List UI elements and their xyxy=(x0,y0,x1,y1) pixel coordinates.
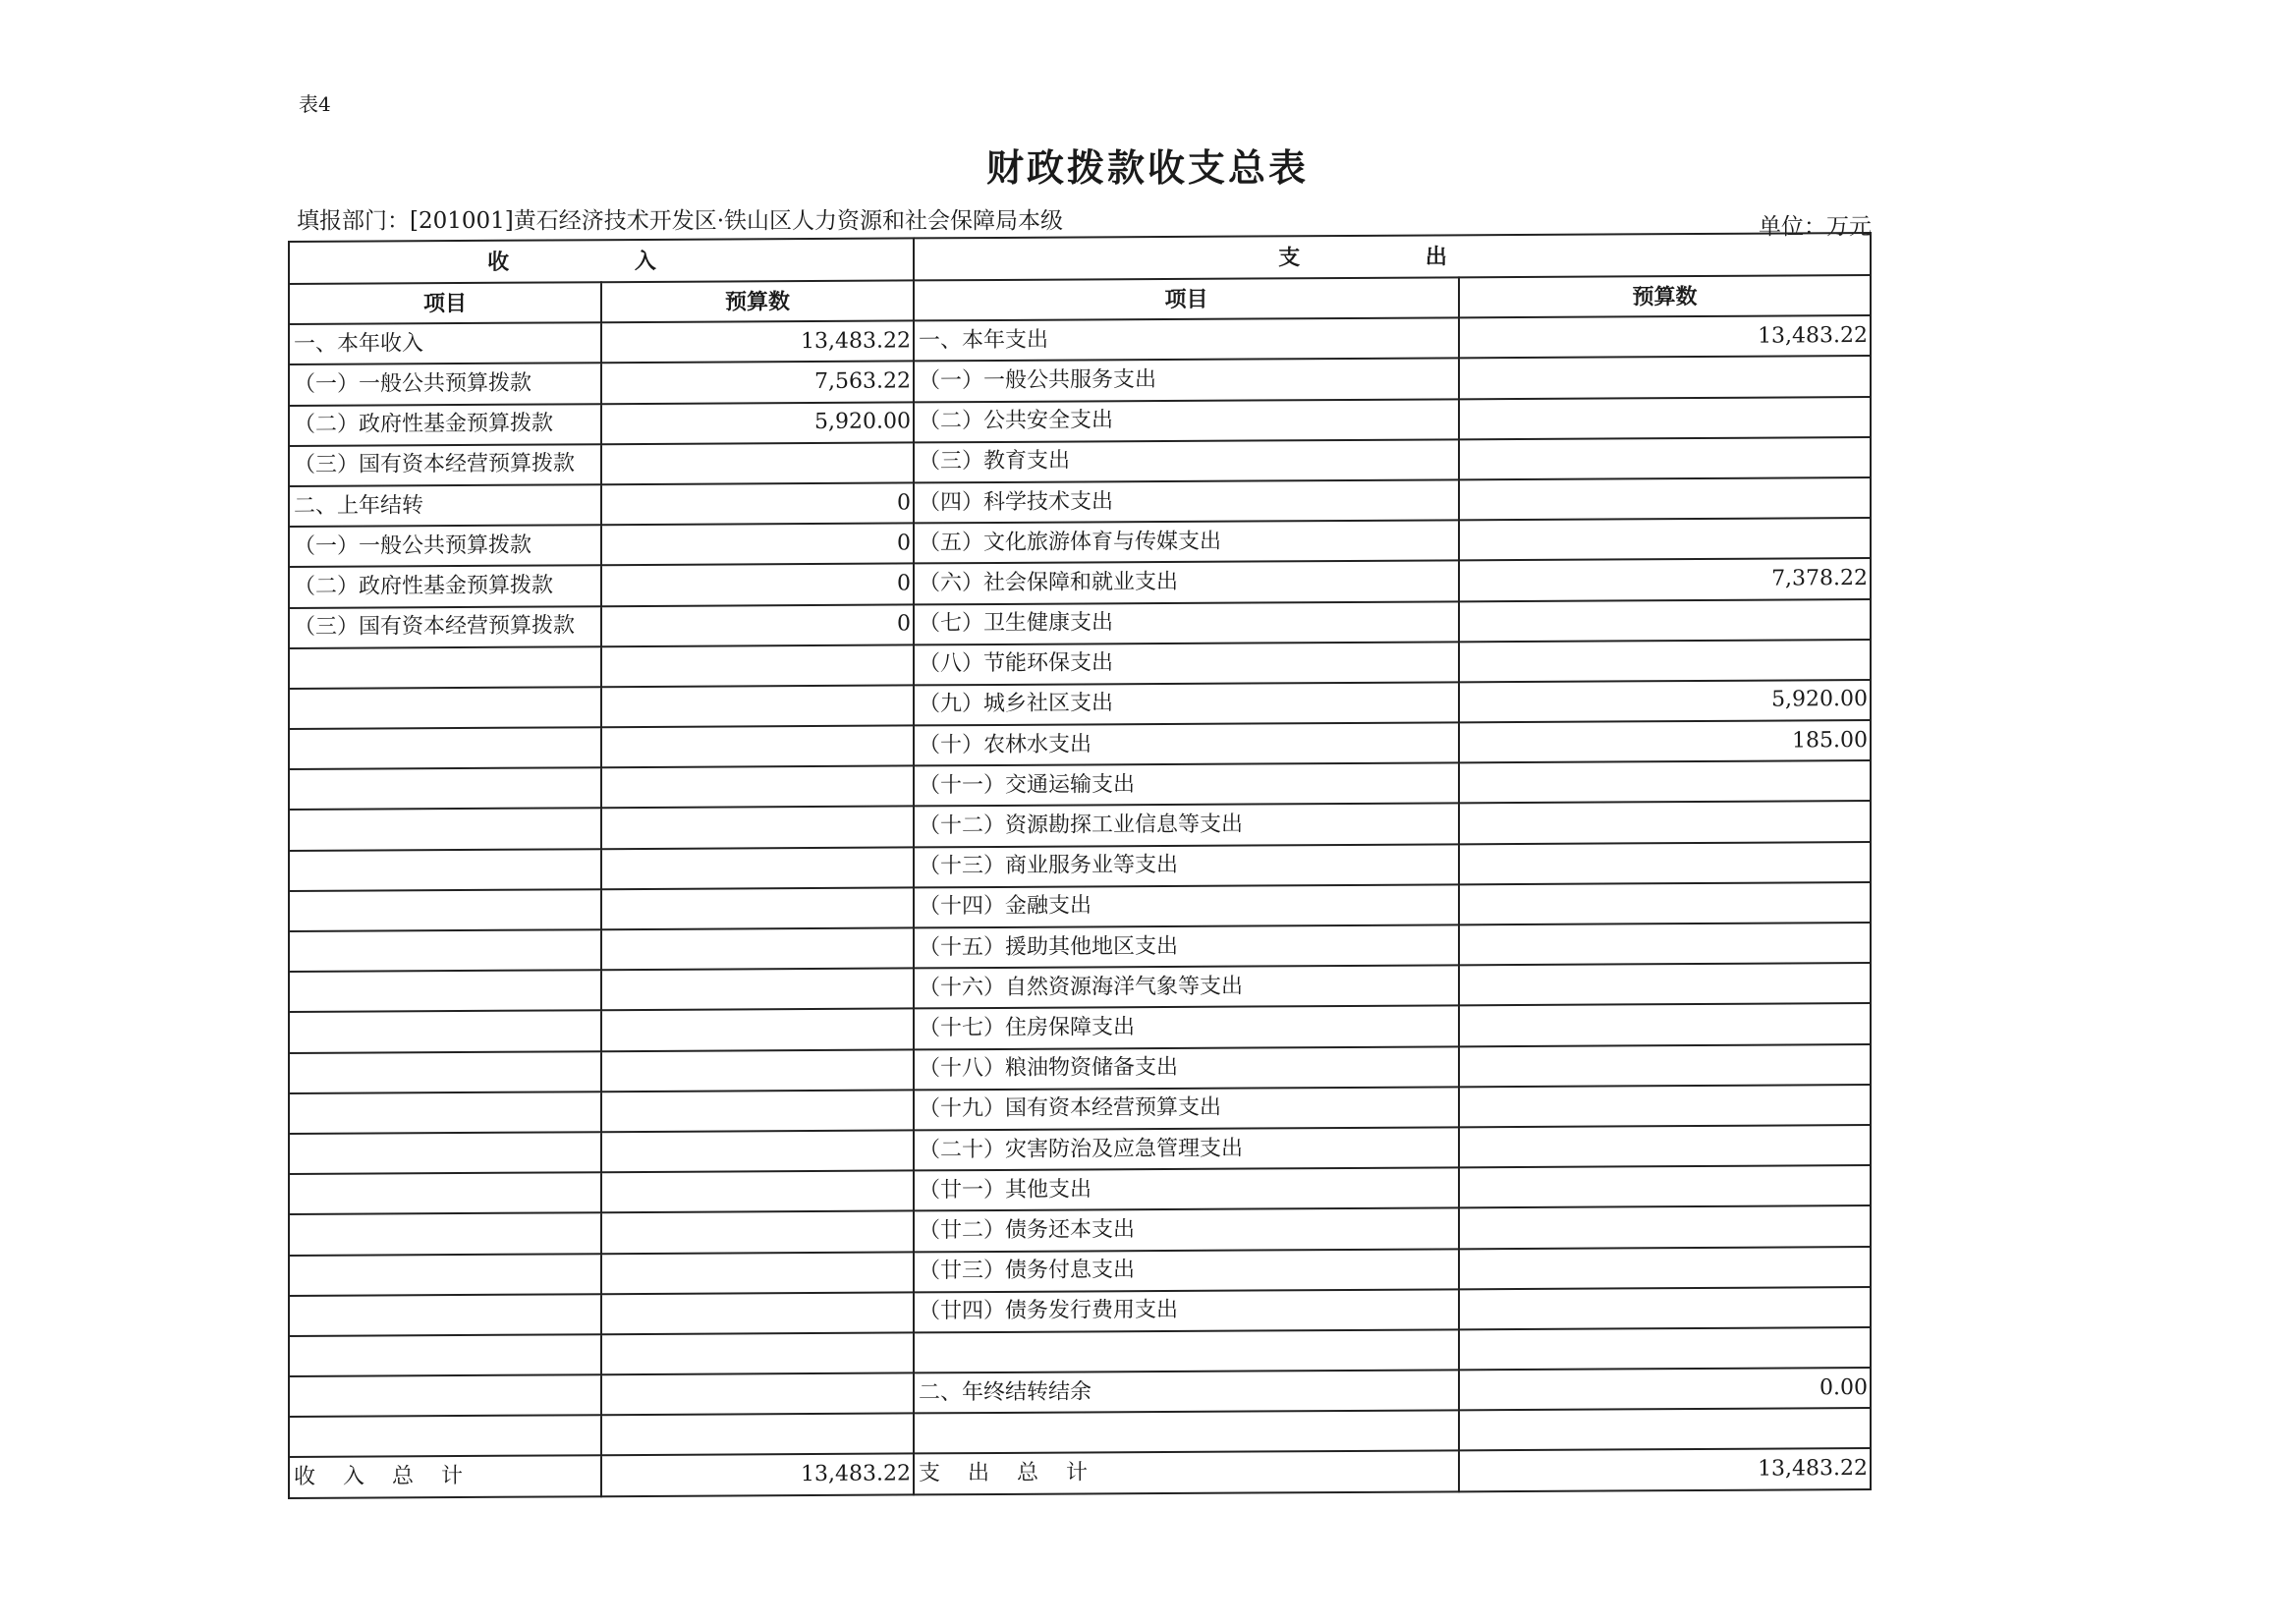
income-budget-cell xyxy=(601,442,914,484)
income-budget-cell xyxy=(601,847,914,889)
expense-item-cell: （二十）灾害防治及应急管理支出 xyxy=(914,1127,1459,1170)
expense-item-cell: （十四）金融支出 xyxy=(914,884,1459,927)
income-item-cell: 二、上年结转 xyxy=(289,484,601,527)
table-tag: 表4 xyxy=(299,92,331,116)
income-item-cell xyxy=(289,1415,601,1457)
income-item-cell: （一）一般公共预算拨款 xyxy=(289,525,601,567)
expense-item-cell: （十二）资源勘探工业信息等支出 xyxy=(914,804,1459,847)
income-item-cell xyxy=(289,1294,601,1336)
income-item-cell xyxy=(289,889,601,931)
expense-budget-cell xyxy=(1459,1327,1871,1371)
income-budget-cell xyxy=(601,1332,914,1374)
expense-budget-cell xyxy=(1459,1085,1871,1128)
income-item-cell: （三）国有资本经营预算拨款 xyxy=(289,606,601,648)
income-budget-header: 预算数 xyxy=(601,280,914,322)
income-item-cell xyxy=(289,1213,601,1256)
income-budget-cell: 13,483.22 xyxy=(601,321,914,364)
income-budget-cell xyxy=(601,1090,914,1132)
expense-item-cell xyxy=(914,1329,1459,1372)
budget-table-wrapper xyxy=(288,232,1870,1564)
expense-budget-cell xyxy=(1459,1408,1871,1451)
total-row xyxy=(289,1448,1871,1497)
expense-budget-cell xyxy=(1459,882,1871,925)
income-item-header: 项目 xyxy=(289,282,601,324)
income-budget-cell xyxy=(601,1130,914,1172)
income-budget-cell: 0 xyxy=(601,564,914,606)
expense-total-value: 13,483.22 xyxy=(1459,1448,1871,1491)
income-budget-cell xyxy=(601,807,914,849)
income-item-cell: （三）国有资本经营预算拨款 xyxy=(289,444,601,486)
income-header: 收 入 xyxy=(289,238,914,284)
expense-item-cell: （十五）援助其他地区支出 xyxy=(914,924,1459,968)
expense-budget-cell: 13,483.22 xyxy=(1459,315,1871,359)
income-item-cell: （二）政府性基金预算拨款 xyxy=(289,566,601,608)
income-item-cell xyxy=(289,809,601,851)
income-budget-cell xyxy=(601,1211,914,1254)
income-item-cell xyxy=(289,767,601,810)
expense-budget-cell xyxy=(1459,842,1871,885)
income-budget-cell: 0 xyxy=(601,604,914,646)
page-title: 财政拨款收支总表 xyxy=(985,145,1309,190)
expense-budget-cell xyxy=(1459,640,1871,683)
expense-budget-cell xyxy=(1459,397,1871,440)
expense-total-label: 支出总计 xyxy=(914,1451,1459,1494)
expense-budget-cell xyxy=(1459,1044,1871,1088)
expense-budget-cell xyxy=(1459,801,1871,844)
expense-item-cell: （十七）住房保障支出 xyxy=(914,1006,1459,1049)
budget-summary-table xyxy=(288,232,1872,1499)
income-budget-cell xyxy=(601,644,914,687)
expense-item-cell: （五）文化旅游体育与传媒支出 xyxy=(914,520,1459,563)
income-item-cell xyxy=(289,1172,601,1214)
expense-budget-cell: 185.00 xyxy=(1459,720,1871,763)
income-budget-cell: 0 xyxy=(601,482,914,525)
expense-item-cell: 一、本年支出 xyxy=(914,318,1459,362)
income-item-cell xyxy=(289,727,601,769)
expense-budget-header: 预算数 xyxy=(1459,275,1871,318)
expense-item-cell: （十八）粮油物资储备支出 xyxy=(914,1046,1459,1090)
income-budget-cell xyxy=(601,1252,914,1294)
income-item-cell xyxy=(289,1374,601,1417)
income-item-cell xyxy=(289,646,601,689)
department-line: 填报部门：[201001]黄石经济技术开发区·铁山区人力资源和社会保障局本级 xyxy=(297,208,1064,234)
income-item-cell xyxy=(289,1051,601,1093)
expense-item-cell: （八）节能环保支出 xyxy=(914,642,1459,685)
expense-budget-cell xyxy=(1459,1003,1871,1046)
table-body xyxy=(289,233,1871,1498)
expense-budget-cell xyxy=(1459,963,1871,1006)
income-item-cell: 一、本年收入 xyxy=(289,322,601,364)
expense-item-cell xyxy=(914,1411,1459,1454)
expense-budget-cell xyxy=(1459,1287,1871,1330)
expense-item-header: 项目 xyxy=(914,277,1459,320)
income-budget-cell xyxy=(601,1049,914,1092)
income-item-cell xyxy=(289,849,601,891)
expense-item-cell: （二）公共安全支出 xyxy=(914,399,1459,442)
expense-budget-cell xyxy=(1459,923,1871,966)
income-budget-cell xyxy=(601,1171,914,1213)
income-item-cell xyxy=(289,1334,601,1376)
income-item-cell xyxy=(289,687,601,729)
income-budget-cell xyxy=(601,927,914,970)
expense-item-cell: （廿四）债务发行费用支出 xyxy=(914,1289,1459,1332)
income-total-value: 13,483.22 xyxy=(601,1454,914,1496)
income-budget-cell xyxy=(601,685,914,727)
expense-item-cell: （三）教育支出 xyxy=(914,439,1459,482)
income-item-cell xyxy=(289,929,601,972)
income-budget-cell xyxy=(601,969,914,1011)
expense-item-cell: （四）科学技术支出 xyxy=(914,479,1459,523)
income-budget-cell xyxy=(601,1414,914,1456)
expense-item-cell: （十三）商业服务业等支出 xyxy=(914,844,1459,887)
expense-item-cell: （十九）国有资本经营预算支出 xyxy=(914,1087,1459,1130)
expense-budget-cell xyxy=(1459,760,1871,804)
expense-budget-cell xyxy=(1459,437,1871,480)
expense-item-cell: （七）卫生健康支出 xyxy=(914,601,1459,644)
expense-header: 支 出 xyxy=(914,233,1871,280)
expense-item-cell: （九）城乡社区支出 xyxy=(914,682,1459,725)
expense-budget-cell xyxy=(1459,599,1871,643)
income-item-cell xyxy=(289,1132,601,1174)
expense-item-cell: （十一）交通运输支出 xyxy=(914,763,1459,807)
expense-item-cell: （廿三）债务付息支出 xyxy=(914,1249,1459,1292)
expense-item-cell: （廿一）其他支出 xyxy=(914,1167,1459,1210)
income-budget-cell: 7,563.22 xyxy=(601,362,914,404)
income-budget-cell xyxy=(601,726,914,768)
expense-item-cell: （十六）自然资源海洋气象等支出 xyxy=(914,966,1459,1009)
unit-label: 单位：万元 xyxy=(1759,214,1872,240)
expense-item-cell: （一）一般公共服务支出 xyxy=(914,359,1459,402)
expense-item-cell: （六）社会保障和就业支出 xyxy=(914,561,1459,604)
expense-budget-cell xyxy=(1459,1165,1871,1208)
expense-budget-cell: 5,920.00 xyxy=(1459,680,1871,723)
income-total-label: 收入总计 xyxy=(289,1456,601,1498)
income-item-cell: （一）一般公共预算拨款 xyxy=(289,364,601,406)
expense-budget-cell xyxy=(1459,1247,1871,1290)
income-item-cell xyxy=(289,970,601,1012)
income-budget-cell: 0 xyxy=(601,524,914,566)
income-item-cell xyxy=(289,1254,601,1296)
expense-budget-cell xyxy=(1459,1205,1871,1249)
income-budget-cell xyxy=(601,766,914,809)
expense-item-cell: （廿二）债务还本支出 xyxy=(914,1208,1459,1252)
expense-budget-cell: 7,378.22 xyxy=(1459,558,1871,601)
expense-budget-cell xyxy=(1459,477,1871,521)
income-budget-cell xyxy=(601,1292,914,1334)
income-budget-cell xyxy=(601,887,914,929)
income-item-cell: （二）政府性基金预算拨款 xyxy=(289,404,601,446)
expense-budget-cell xyxy=(1459,1125,1871,1168)
expense-budget-cell xyxy=(1459,518,1871,561)
income-budget-cell xyxy=(601,1009,914,1051)
income-item-cell xyxy=(289,1011,601,1053)
expense-item-cell: （十）农林水支出 xyxy=(914,722,1459,765)
expense-budget-cell xyxy=(1459,356,1871,399)
expense-budget-cell: 0.00 xyxy=(1459,1368,1871,1411)
income-item-cell xyxy=(289,1092,601,1134)
income-budget-cell: 5,920.00 xyxy=(601,402,914,444)
expense-item-cell: 二、年终结转结余 xyxy=(914,1370,1459,1413)
income-budget-cell xyxy=(601,1373,914,1416)
